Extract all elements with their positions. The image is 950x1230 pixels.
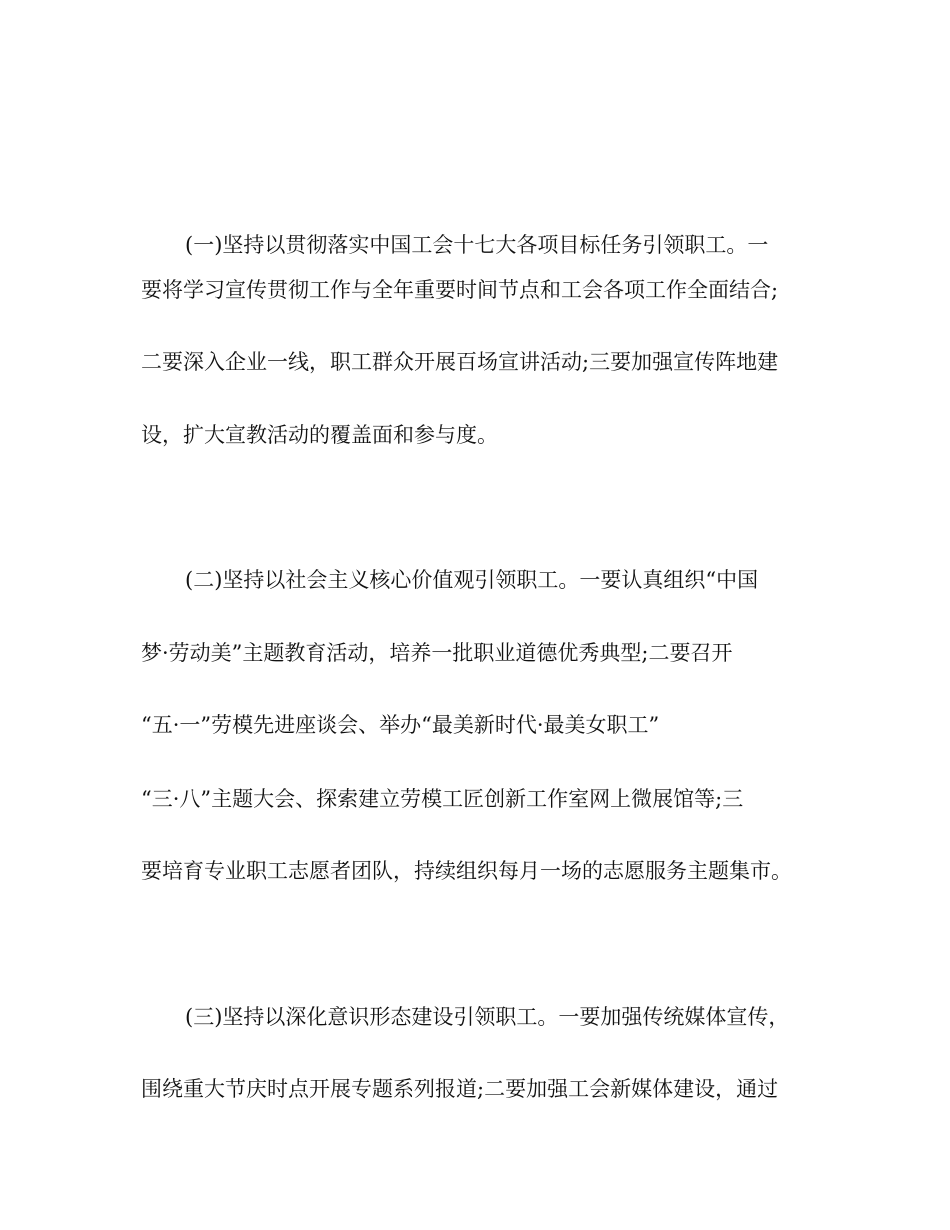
- paragraph-3-line-1: (三)坚持以深化意识形态建设引领职工。一要加强传统媒体宣传，: [185, 1005, 790, 1029]
- paragraph-1-line-3: 二要深入企业一线，职工群众开展百场宣讲活动;三要加强宣传阵地建: [141, 350, 779, 374]
- paragraph-3-line-2: 围绕重大节庆时点开展专题系列报道;二要加强工会新媒体建设，通过: [141, 1077, 779, 1101]
- paragraph-2-line-2: 梦·劳动美”主题教育活动，培养一批职业道德优秀典型;二要召开: [141, 641, 733, 665]
- paragraph-1-line-2: 要将学习宣传贯彻工作与全年重要时间节点和工会各项工作全面结合;: [141, 278, 779, 302]
- paragraph-2-line-1: (二)坚持以社会主义核心价值观引领职工。一要认真组织“中国: [185, 568, 759, 592]
- paragraph-1-line-4: 设，扩大宣教活动的覆盖面和参与度。: [141, 423, 498, 447]
- paragraph-2-line-4: “三·八”主题大会、探索建立劳模工匠创新工作室网上微展馆等;三: [141, 787, 744, 811]
- paragraph-2-line-3: “五·一”劳模先进座谈会、举办“最美新时代·最美女职工”: [141, 713, 660, 737]
- paragraph-1-line-1: (一)坚持以贯彻落实中国工会十七大各项目标任务引领职工。一: [185, 233, 769, 257]
- paragraph-2-line-5: 要培育专业职工志愿者团队，持续组织每月一场的志愿服务主题集市。: [141, 859, 792, 883]
